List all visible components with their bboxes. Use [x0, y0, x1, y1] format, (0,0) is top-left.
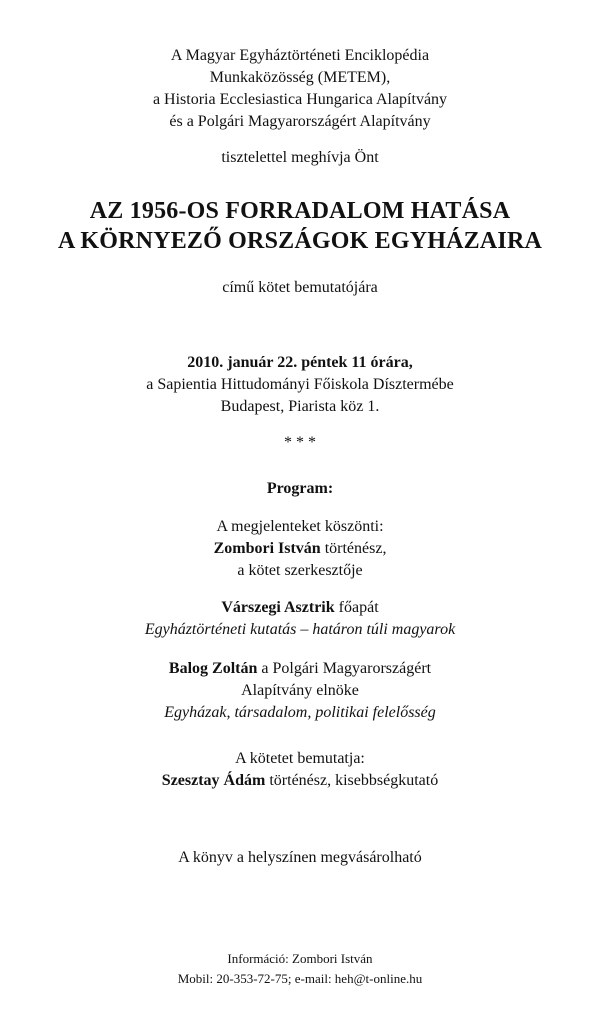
contact-info: Információ: Zombori István — [227, 951, 373, 966]
book-note: A könyv a helyszínen megvásárolható — [178, 849, 422, 866]
program-item-3-role: Alapítvány elnöke — [241, 682, 359, 699]
organizer-line-4: és a Polgári Magyarországért Alapítvány — [169, 113, 431, 130]
speaker-name: Balog Zoltán — [168, 660, 258, 677]
program-item-1-speaker — [0, 539, 600, 559]
event-venue: a Sapientia Hittudományi Főiskola Dísztermébe — [146, 376, 454, 393]
speaker-name: Várszegi Asztrik — [221, 599, 335, 616]
title-line-1: AZ 1956-OS FORRADALOM HATÁSA — [89, 198, 511, 224]
speaker-role: történész, kisebbségkutató — [265, 772, 439, 789]
event-datetime: 2010. január 22. péntek 11 órára, — [187, 354, 413, 371]
program-heading: Program: — [266, 480, 334, 497]
contact-phone-email: Mobil: 20-353-72-75; e-mail: heh@t-online.hu — [177, 971, 423, 986]
organizer-line-3: a Historia Ecclesiastica Hungarica Alapítvány — [152, 91, 448, 108]
speaker-role: történész, — [320, 540, 387, 557]
organizer-line-1: A Magyar Egyháztörténeti Enciklopédia — [170, 47, 430, 64]
program-item-1-role: a kötet szerkesztője — [237, 562, 363, 579]
speaker-name: Zombori István — [213, 540, 321, 557]
title-line-2: A KÖRNYEZŐ ORSZÁGOK EGYHÁZAIRA — [57, 228, 543, 254]
speaker-role: a Polgári Magyarországért — [257, 660, 432, 677]
program-item-2-topic: Egyháztörténeti kutatás – határon túli magyarok — [144, 621, 456, 638]
speaker-role: főapát — [334, 599, 379, 616]
speaker-name: Szesztay Ádám — [161, 772, 266, 789]
program-item-3-speaker — [0, 659, 600, 679]
organizer-line-2: Munkaközösség (METEM), — [209, 69, 391, 86]
invitation-text: tisztelettel meghívja Önt — [221, 149, 379, 166]
program-item-2-speaker — [0, 598, 600, 618]
program-item-4-intro: A kötetet bemutatja: — [235, 750, 365, 767]
separator: * * * — [284, 434, 316, 451]
program-item-3-topic: Egyházak, társadalom, politikai felelősség — [164, 704, 436, 721]
program-item-4-speaker — [0, 771, 600, 791]
subtitle: című kötet bemutatójára — [222, 279, 378, 296]
event-address: Budapest, Piarista köz 1. — [220, 398, 380, 415]
program-item-1-intro: A megjelenteket köszönti: — [216, 518, 384, 535]
